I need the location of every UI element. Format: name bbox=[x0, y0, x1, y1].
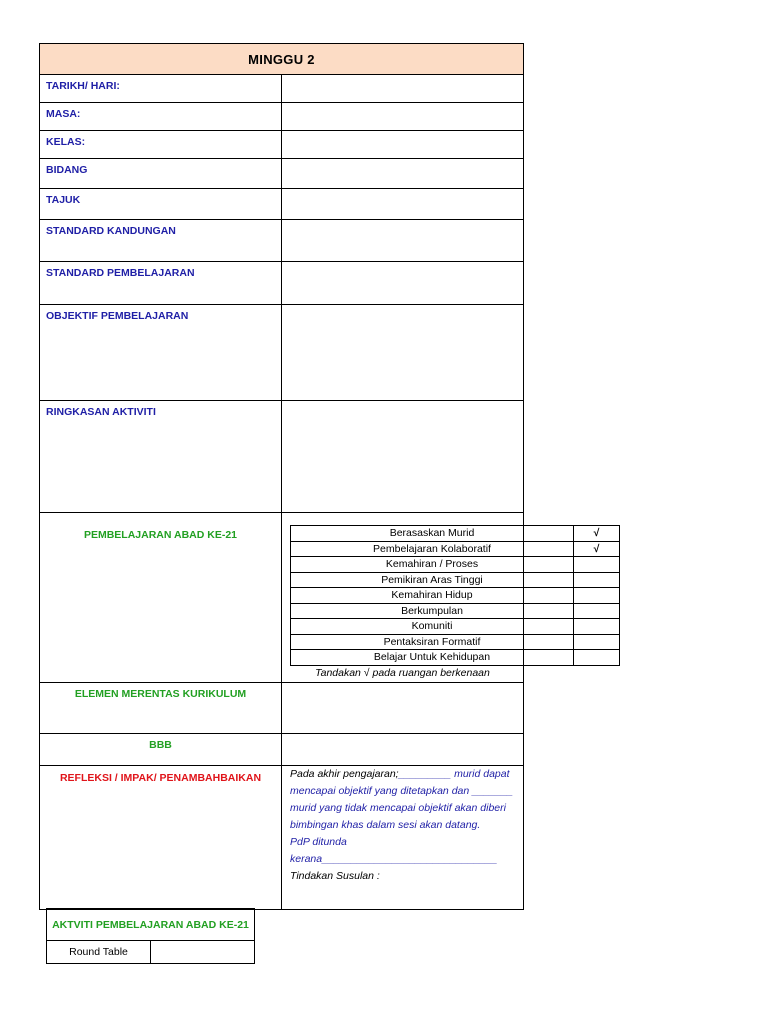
input-cell-bbb[interactable] bbox=[282, 734, 524, 766]
pak21-checkbox[interactable] bbox=[574, 557, 620, 573]
label-cell bbox=[40, 220, 282, 262]
activity-item: Round Table bbox=[47, 941, 151, 964]
input-cell-standard-kandungan[interactable] bbox=[282, 220, 524, 262]
input-cell-emk[interactable] bbox=[282, 683, 524, 734]
pak21-checkbox[interactable] bbox=[574, 572, 620, 588]
pak21-cell bbox=[282, 513, 600, 683]
pak21-checklist bbox=[290, 525, 620, 666]
label-cell bbox=[40, 766, 282, 910]
label-cell bbox=[40, 159, 282, 189]
label-cell bbox=[40, 262, 282, 305]
input-cell-bidang[interactable] bbox=[282, 159, 524, 189]
row-label-bidang: BIDANG bbox=[46, 164, 88, 176]
pak21-checkbox[interactable] bbox=[574, 603, 620, 619]
label-cell bbox=[40, 734, 282, 766]
refleksi-line2: PdP ditunda kerana______________________________ bbox=[290, 836, 498, 865]
pak21-label: PEMBELAJARAN ABAD KE-21 bbox=[83, 529, 238, 541]
pak21-item-label: Berasaskan Murid bbox=[291, 526, 574, 542]
label-cell bbox=[40, 103, 282, 131]
refleksi-text bbox=[282, 766, 523, 885]
input-cell-ringkasan[interactable] bbox=[282, 401, 524, 513]
pak21-item-label: Pentaksiran Formatif bbox=[291, 634, 574, 650]
pak21-checkbox[interactable]: √ bbox=[574, 526, 620, 542]
pak21-checkbox[interactable] bbox=[574, 588, 620, 604]
pak21-checkbox[interactable]: √ bbox=[574, 541, 620, 557]
input-cell-kelas[interactable] bbox=[282, 131, 524, 159]
row-label-standard-kandungan: STANDARD KANDUNGAN bbox=[46, 225, 176, 237]
activity-header: AKTVITI PEMBELAJARAN ABAD KE-21 bbox=[47, 909, 255, 941]
pak21-checkbox[interactable] bbox=[574, 650, 620, 666]
input-cell-tarikh[interactable] bbox=[282, 75, 524, 103]
label-cell bbox=[40, 189, 282, 220]
pak21-item-label: Komuniti bbox=[291, 619, 574, 635]
activity-table bbox=[46, 908, 255, 964]
pak21-note: Tandakan √ pada ruangan berkenaan bbox=[315, 666, 490, 679]
refleksi-cell[interactable] bbox=[282, 766, 524, 910]
row-label-tajuk: TAJUK bbox=[46, 194, 81, 206]
pak21-item-label: Pembelajaran Kolaboratif bbox=[291, 541, 574, 557]
input-cell-standard-pembelajaran[interactable] bbox=[282, 262, 524, 305]
activity-mark-cell[interactable] bbox=[151, 941, 255, 964]
label-cell bbox=[40, 131, 282, 159]
pak21-item-label: Kemahiran Hidup bbox=[291, 588, 574, 604]
lesson-plan-table bbox=[39, 43, 600, 910]
label-cell bbox=[40, 513, 282, 683]
pak21-checkbox[interactable] bbox=[574, 619, 620, 635]
input-cell-objektif[interactable] bbox=[282, 305, 524, 401]
week-title: MINGGU 2 bbox=[40, 44, 524, 75]
pak21-item-label: Pemikiran Aras Tinggi bbox=[291, 572, 574, 588]
bbb-label: BBB bbox=[149, 739, 172, 751]
refleksi-line1-start: Pada akhir pengajaran; bbox=[290, 768, 399, 780]
refleksi-line3: Tindakan Susulan : bbox=[290, 870, 380, 882]
label-cell bbox=[40, 305, 282, 401]
emk-label: ELEMEN MERENTAS KURIKULUM bbox=[74, 688, 247, 700]
row-label-kelas: KELAS: bbox=[46, 136, 86, 148]
input-cell-masa[interactable] bbox=[282, 103, 524, 131]
row-label-standard-pembelajaran: STANDARD PEMBELAJARAN bbox=[46, 267, 195, 279]
refleksi-label: REFLEKSI / IMPAK/ PENAMBAHBAIKAN bbox=[59, 772, 262, 784]
label-cell bbox=[40, 401, 282, 513]
label-cell bbox=[40, 683, 282, 734]
input-cell-tajuk[interactable] bbox=[282, 189, 524, 220]
refleksi-line1-rest: _________ murid dapat mencapai objektif yang ditetapkan dan _______ murid yang tidak mencapai objektif akan diberi bimbingan khas dalam sesi akan datang. bbox=[290, 768, 514, 831]
label-cell bbox=[40, 75, 282, 103]
pak21-item-label: Kemahiran / Proses bbox=[291, 557, 574, 573]
pak21-checkbox[interactable] bbox=[574, 634, 620, 650]
row-label-masa: MASA: bbox=[46, 108, 81, 120]
row-label-ringkasan: RINGKASAN AKTIVITI bbox=[46, 406, 156, 418]
row-label-tarikh: TARIKH/ HARI: bbox=[46, 80, 120, 92]
pak21-item-label: Belajar Untuk Kehidupan bbox=[291, 650, 574, 666]
pak21-item-label: Berkumpulan bbox=[291, 603, 574, 619]
row-label-objektif: OBJEKTIF PEMBELAJARAN bbox=[46, 310, 189, 322]
